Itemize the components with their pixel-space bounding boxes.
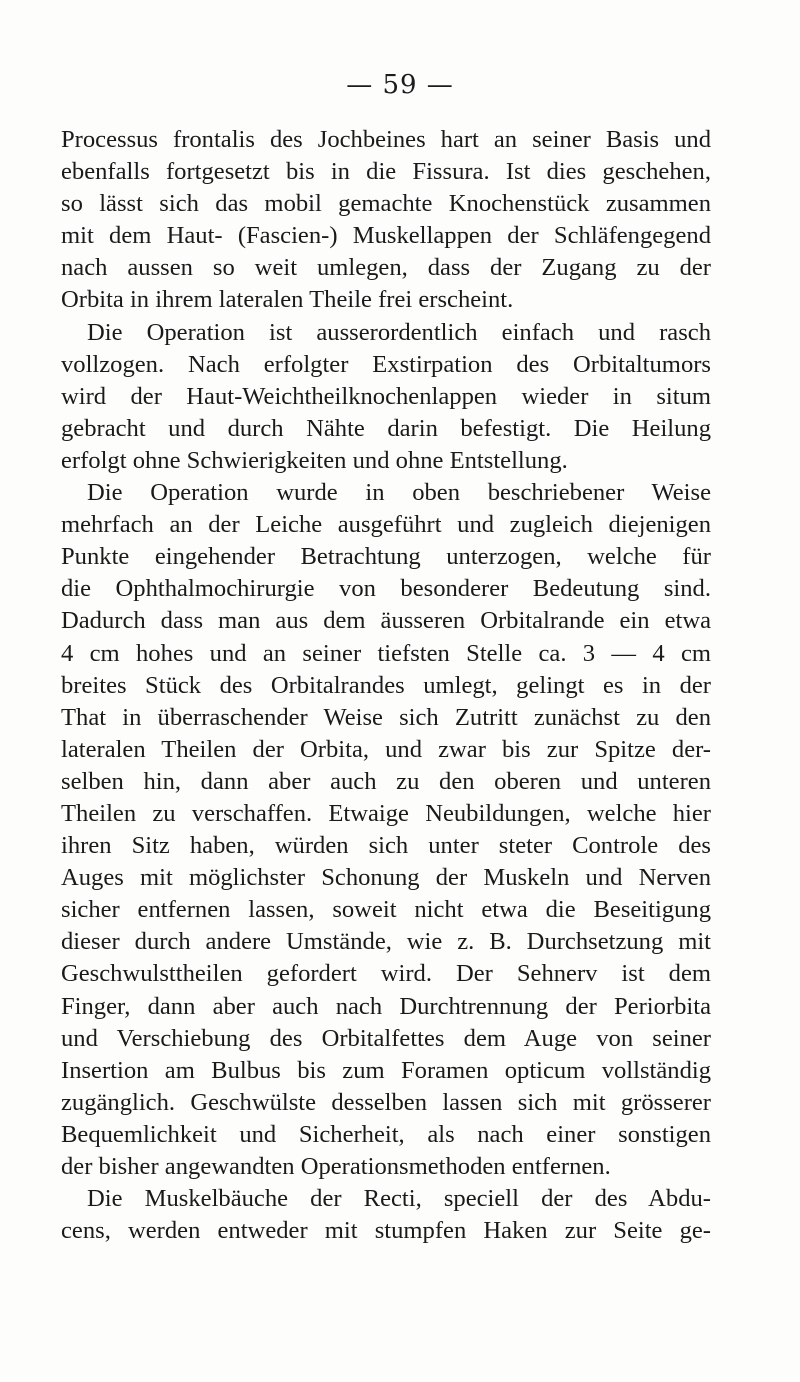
text-line: so lässt sich das mobil gemachte Knochenstück zusammen <box>61 190 711 218</box>
text-line: sicher entfernen lassen, soweit nicht etwa die Beseitigung <box>61 896 711 924</box>
text-line: Die Operation wurde in oben beschriebener Weise <box>87 479 711 507</box>
text-line: Auges mit möglichster Schonung der Muskeln und Nerven <box>61 864 711 892</box>
text-line: Bequemlichkeit und Sicherheit, als nach einer sonstigen <box>61 1120 711 1148</box>
text-line: vollzogen. Nach erfolgter Exstirpation des Orbitaltumors <box>61 350 711 378</box>
text-line: Die Muskelbäuche der Recti, speciell der des Abdu- <box>87 1185 711 1213</box>
text-line: Finger, dann aber auch nach Durchtrennung der Periorbita <box>61 992 711 1020</box>
text-line: Die Operation ist ausserordentlich einfach und rasch <box>87 318 711 346</box>
text-line: Theilen zu verschaffen. Etwaige Neubildungen, welche hier <box>61 799 711 827</box>
text-line: gebracht und durch Nähte darin befestigt. Die Heilung <box>61 414 711 442</box>
text-line: Processus frontalis des Jochbeines hart an seiner Basis und <box>61 126 711 153</box>
text-line: wird der Haut-Weichtheilknochenlappen wieder in situm <box>61 382 711 410</box>
text-line: breites Stück des Orbitalrandes umlegt, gelingt es in der <box>61 671 711 699</box>
text-line: Insertion am Bulbus bis zum Foramen opticum vollständig <box>61 1056 711 1084</box>
text-line: der bisher angewandten Operationsmethoden entfernen. <box>61 1153 611 1180</box>
text-line: und Verschiebung des Orbitalfettes dem Auge von seiner <box>61 1024 711 1052</box>
text-line: That in überraschender Weise sich Zutritt zunächst zu den <box>61 703 711 731</box>
text-line: Punkte eingehender Betrachtung unterzogen, welche für <box>61 543 711 571</box>
text-line: dieser durch andere Umstände, wie z. B. Durchsetzung mit <box>61 928 711 956</box>
text-line: Orbita in ihrem lateralen Theile frei erscheint. <box>61 286 514 314</box>
text-line: Dadurch dass man aus dem äusseren Orbitalrande ein etwa <box>61 607 711 635</box>
text-line: erfolgt ohne Schwierigkeiten und ohne Entstellung. <box>61 446 568 474</box>
text-line: nach aussen so weit umlegen, dass der Zugang zu der <box>61 254 711 282</box>
text-line: die Ophthalmochirurgie von besonderer Bedeutung sind. <box>61 575 711 603</box>
text-line: zugänglich. Geschwülste desselben lassen sich mit grösserer <box>61 1088 711 1116</box>
text-line: mehrfach an der Leiche ausgeführt und zugleich diejenigen <box>61 511 711 539</box>
text-line: Geschwulsttheilen gefordert wird. Der Sehnerv ist dem <box>61 960 711 988</box>
text-line: selben hin, dann aber auch zu den oberen und unteren <box>61 767 711 795</box>
text-line: mit dem Haut- (Fascien-) Muskellappen der Schläfengegend <box>61 222 711 250</box>
body-text <box>61 124 711 1247</box>
text-line: ebenfalls fortgesetzt bis in die Fissura. Ist dies geschehen, <box>61 158 711 186</box>
text-line: cens, werden entweder mit stumpfen Haken zur Seite ge- <box>61 1217 711 1245</box>
text-line: ihren Sitz haben, würden sich unter steter Controle des <box>61 832 711 860</box>
page-number: — 59 — <box>346 70 454 100</box>
text-line: lateralen Theilen der Orbita, und zwar bis zur Spitze der- <box>61 735 711 763</box>
text-line: 4 cm hohes und an seiner tiefsten Stelle ca. 3 — 4 cm <box>61 639 711 667</box>
